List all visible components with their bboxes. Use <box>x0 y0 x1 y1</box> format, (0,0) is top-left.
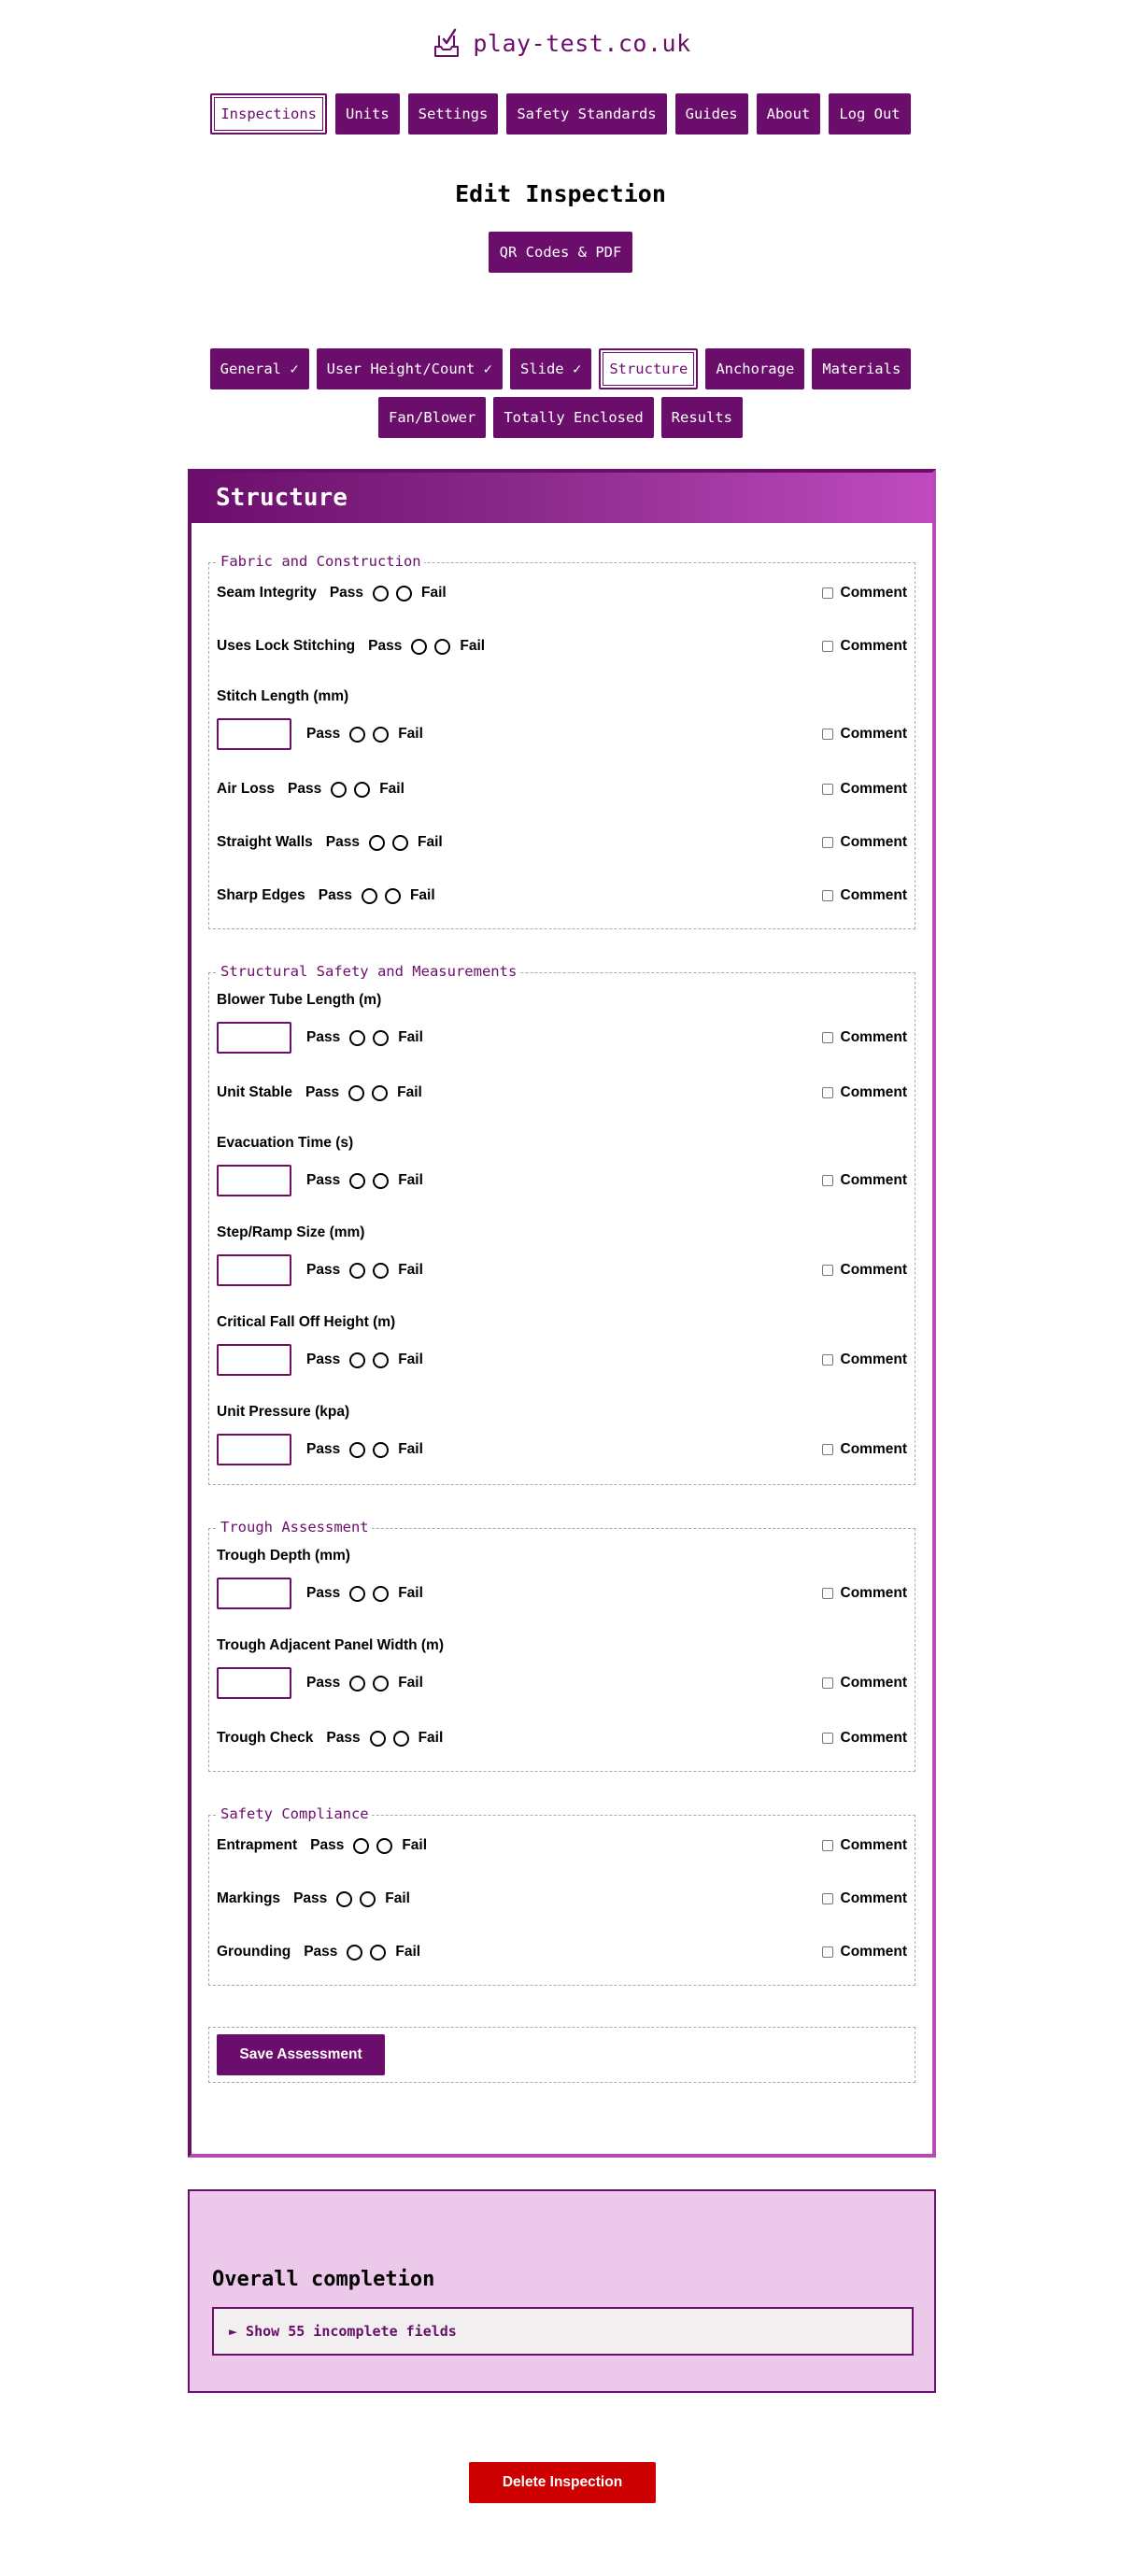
field-row-uses-lock-stitching <box>217 635 907 658</box>
field-row-unit-pressure-kpa <box>217 1433 907 1466</box>
field-row-grounding <box>217 1941 907 1963</box>
pass-label: Pass <box>306 1585 341 1601</box>
comment-toggle[interactable] <box>822 781 907 798</box>
fail-label: Fail <box>395 1944 421 1960</box>
field-label: Markings <box>217 1890 281 1906</box>
site-header <box>0 26 1121 60</box>
pass-fail-group <box>310 1837 427 1854</box>
pass-label: Pass <box>306 1029 341 1045</box>
pass-label: Pass <box>368 638 403 654</box>
trough-adjacent-panel-width-m-comment-checkbox[interactable] <box>822 1677 833 1689</box>
nav-inspections[interactable]: Inspections <box>210 93 327 134</box>
field-label: Trough Adjacent Panel Width (m) <box>217 1637 444 1653</box>
fail-label: Fail <box>418 1730 444 1746</box>
comment-label: Comment <box>840 1084 907 1100</box>
air-loss-fail-radio[interactable] <box>354 782 370 798</box>
fieldset-legend: Trough Assessment <box>218 1519 372 1536</box>
clipboard-check-icon[interactable] <box>430 26 463 60</box>
fail-label: Fail <box>398 726 423 742</box>
field-row-seam-integrity <box>217 582 907 604</box>
nav-about[interactable]: About <box>757 93 821 134</box>
pass-fail-group <box>306 1352 423 1368</box>
stitch-length-mm-fail-radio[interactable] <box>373 727 389 743</box>
straight-walls-comment-checkbox[interactable] <box>822 837 833 848</box>
critical-fall-off-height-m-pass-radio[interactable] <box>349 1352 365 1368</box>
comment-label: Comment <box>840 1837 907 1853</box>
nav-safety-standards[interactable]: Safety Standards <box>506 93 666 134</box>
evacuation-time-s-pass-radio[interactable] <box>349 1173 365 1189</box>
fail-label: Fail <box>417 834 443 850</box>
pass-fail-group <box>305 1084 422 1101</box>
blower-tube-length-m-pass-radio[interactable] <box>349 1030 365 1046</box>
stitch-length-mm-input[interactable] <box>217 718 291 750</box>
pass-fail-group <box>326 1730 443 1747</box>
fail-label: Fail <box>397 1084 422 1100</box>
fail-label: Fail <box>409 887 435 903</box>
trough-adjacent-panel-width-m-pass-radio[interactable] <box>349 1676 365 1691</box>
step-ramp-size-mm-input[interactable] <box>217 1254 291 1286</box>
seam-integrity-pass-radio[interactable] <box>373 586 389 602</box>
comment-label: Comment <box>840 1172 907 1188</box>
sharp-edges-fail-radio[interactable] <box>385 888 401 904</box>
field-label: Trough Check <box>217 1730 314 1746</box>
unit-stable-pass-radio[interactable] <box>348 1085 364 1101</box>
uses-lock-stitching-comment-checkbox[interactable] <box>822 641 833 652</box>
unit-pressure-kpa-input[interactable] <box>217 1434 291 1465</box>
nav-guides[interactable]: Guides <box>675 93 748 134</box>
unit-pressure-kpa-pass-radio[interactable] <box>349 1442 365 1458</box>
trough-check-comment-checkbox[interactable] <box>822 1733 833 1744</box>
evacuation-time-s-fail-radio[interactable] <box>373 1173 389 1189</box>
fail-label: Fail <box>385 1890 410 1906</box>
field-row-blower-tube-length-m <box>217 1021 907 1054</box>
pass-label: Pass <box>304 1944 338 1960</box>
field-label: Air Loss <box>217 781 276 797</box>
comment-toggle[interactable] <box>822 1890 907 1907</box>
blower-tube-length-m-fail-radio[interactable] <box>373 1030 389 1046</box>
pass-fail-group <box>306 1029 423 1046</box>
tab-fan-blower[interactable]: Fan/Blower <box>378 397 486 438</box>
entrapment-pass-radio[interactable] <box>353 1838 369 1854</box>
unit-pressure-kpa-comment-checkbox[interactable] <box>822 1444 833 1455</box>
comment-label: Comment <box>840 1675 907 1691</box>
tab-user-height-count[interactable]: User Height/Count ✓ <box>317 348 503 389</box>
nav-settings[interactable]: Settings <box>408 93 499 134</box>
trough-depth-mm-fail-radio[interactable] <box>373 1586 389 1602</box>
evacuation-time-s-comment-checkbox[interactable] <box>822 1175 833 1186</box>
critical-fall-off-height-m-input[interactable] <box>217 1344 291 1376</box>
comment-label: Comment <box>840 834 907 850</box>
comment-toggle[interactable] <box>822 1352 907 1368</box>
sharp-edges-pass-radio[interactable] <box>362 888 377 904</box>
stitch-length-mm-pass-radio[interactable] <box>349 727 365 743</box>
pass-label: Pass <box>326 1730 361 1746</box>
comment-label: Comment <box>840 1441 907 1457</box>
straight-walls-pass-radio[interactable] <box>369 835 385 851</box>
comment-toggle[interactable] <box>822 887 907 904</box>
comment-toggle[interactable] <box>822 1675 907 1691</box>
fail-label: Fail <box>398 1262 423 1278</box>
field-row-evacuation-time-s <box>217 1164 907 1197</box>
field-label: Step/Ramp Size (mm) <box>217 1224 365 1240</box>
comment-toggle[interactable] <box>822 1837 907 1854</box>
fail-label: Fail <box>398 1585 423 1601</box>
step-ramp-size-mm-pass-radio[interactable] <box>349 1263 365 1279</box>
unit-pressure-kpa-fail-radio[interactable] <box>373 1442 389 1458</box>
field-row-stitch-length-mm <box>217 717 907 751</box>
pass-fail-group <box>326 834 443 851</box>
field-row-sharp-edges <box>217 885 907 907</box>
blower-tube-length-m-input[interactable] <box>217 1022 291 1054</box>
tab-totally-enclosed[interactable]: Totally Enclosed <box>493 397 653 438</box>
fieldset-fabric-and-construction <box>208 553 915 929</box>
field-label: Straight Walls <box>217 834 313 850</box>
trough-check-pass-radio[interactable] <box>370 1731 386 1747</box>
tab-structure[interactable]: Structure <box>599 348 698 389</box>
pass-fail-group <box>306 1441 423 1458</box>
pass-fail-group <box>368 638 485 655</box>
comment-label: Comment <box>840 887 907 903</box>
fieldset-structural-safety-and-measurements <box>208 963 915 1485</box>
pass-label: Pass <box>318 887 352 903</box>
pass-label: Pass <box>306 1675 341 1691</box>
pass-label: Pass <box>306 1262 341 1278</box>
pass-fail-group <box>306 1585 423 1602</box>
comment-toggle[interactable] <box>822 1029 907 1046</box>
field-label: Critical Fall Off Height (m) <box>217 1314 396 1330</box>
step-ramp-size-mm-comment-checkbox[interactable] <box>822 1265 833 1276</box>
comment-label: Comment <box>840 1029 907 1045</box>
blower-tube-length-m-comment-checkbox[interactable] <box>822 1032 833 1043</box>
field-label: Evacuation Time (s) <box>217 1135 354 1151</box>
trough-depth-mm-pass-radio[interactable] <box>349 1586 365 1602</box>
trough-adjacent-panel-width-m-fail-radio[interactable] <box>373 1676 389 1691</box>
comment-label: Comment <box>840 1262 907 1278</box>
trough-depth-mm-comment-checkbox[interactable] <box>822 1588 833 1599</box>
fail-label: Fail <box>421 585 447 601</box>
comment-label: Comment <box>840 1730 907 1746</box>
form-title: Structure <box>192 473 932 523</box>
comment-toggle[interactable] <box>822 585 907 602</box>
fieldset-legend: Fabric and Construction <box>218 553 424 570</box>
field-row-trough-adjacent-panel-width-m <box>217 1666 907 1700</box>
fail-label: Fail <box>398 1172 423 1188</box>
field-label: Unit Stable <box>217 1084 292 1100</box>
trough-check-fail-radio[interactable] <box>393 1731 409 1747</box>
comment-label: Comment <box>840 781 907 797</box>
pass-label: Pass <box>329 585 364 601</box>
fieldset-safety-compliance <box>208 1805 915 1986</box>
qr-codes-pdf-button[interactable]: QR Codes & PDF <box>489 232 632 273</box>
pass-fail-group <box>306 726 423 743</box>
save-section <box>208 2027 915 2083</box>
fail-label: Fail <box>398 1441 423 1457</box>
pass-label: Pass <box>325 834 360 850</box>
tab-bar <box>0 348 1121 389</box>
pass-fail-group <box>304 1944 420 1960</box>
field-label: Trough Depth (mm) <box>217 1548 350 1564</box>
pass-fail-group <box>293 1890 410 1907</box>
trough-depth-mm-input[interactable] <box>217 1578 291 1609</box>
pass-label: Pass <box>306 1352 341 1367</box>
air-loss-comment-checkbox[interactable] <box>822 784 833 795</box>
stitch-length-mm-comment-checkbox[interactable] <box>822 729 833 740</box>
tab-anchorage[interactable]: Anchorage <box>705 348 804 389</box>
completion-title: Overall completion <box>212 2268 435 2291</box>
grounding-pass-radio[interactable] <box>347 1945 362 1960</box>
field-row-air-loss <box>217 778 907 800</box>
comment-toggle[interactable] <box>822 1441 907 1458</box>
entrapment-comment-checkbox[interactable] <box>822 1840 833 1851</box>
main-nav <box>0 93 1121 134</box>
field-label: Uses Lock Stitching <box>217 638 356 654</box>
pass-label: Pass <box>293 1890 328 1906</box>
comment-label: Comment <box>840 1585 907 1601</box>
comment-toggle[interactable] <box>822 1585 907 1602</box>
field-label: Entrapment <box>217 1837 298 1853</box>
comment-label: Comment <box>840 1944 907 1960</box>
pass-fail-group <box>288 781 404 798</box>
pass-label: Pass <box>310 1837 345 1853</box>
comment-label: Comment <box>840 1890 907 1906</box>
nav-log-out[interactable]: Log Out <box>829 93 910 134</box>
air-loss-pass-radio[interactable] <box>331 782 347 798</box>
structure-form-card <box>188 469 936 2158</box>
comment-label: Comment <box>840 638 907 654</box>
fail-label: Fail <box>398 1029 423 1045</box>
tab-bar-row-2 <box>0 397 1121 438</box>
comment-label: Comment <box>840 585 907 601</box>
delete-inspection-button[interactable]: Delete Inspection <box>469 2462 656 2503</box>
pass-fail-group <box>306 1675 423 1691</box>
pass-fail-group <box>306 1172 423 1189</box>
tab-general[interactable]: General ✓ <box>210 348 309 389</box>
fail-label: Fail <box>398 1352 423 1367</box>
field-label: Unit Pressure (kpa) <box>217 1404 350 1420</box>
fieldset-trough-assessment <box>208 1519 915 1772</box>
uses-lock-stitching-fail-radio[interactable] <box>434 639 450 655</box>
trough-adjacent-panel-width-m-input[interactable] <box>217 1667 291 1699</box>
uses-lock-stitching-pass-radio[interactable] <box>411 639 427 655</box>
step-ramp-size-mm-fail-radio[interactable] <box>373 1263 389 1279</box>
unit-stable-fail-radio[interactable] <box>372 1085 388 1101</box>
unit-stable-comment-checkbox[interactable] <box>822 1087 833 1098</box>
evacuation-time-s-input[interactable] <box>217 1165 291 1196</box>
page-title: Edit Inspection <box>455 180 666 207</box>
markings-comment-checkbox[interactable] <box>822 1893 833 1904</box>
save-assessment-button[interactable]: Save Assessment <box>217 2034 385 2075</box>
comment-toggle[interactable] <box>822 1944 907 1960</box>
critical-fall-off-height-m-comment-checkbox[interactable] <box>822 1354 833 1366</box>
markings-pass-radio[interactable] <box>336 1891 352 1907</box>
field-label: Grounding <box>217 1944 291 1960</box>
pass-label: Pass <box>306 1441 341 1457</box>
tab-materials[interactable]: Materials <box>812 348 911 389</box>
comment-toggle[interactable] <box>822 1172 907 1189</box>
critical-fall-off-height-m-fail-radio[interactable] <box>373 1352 389 1368</box>
tab-slide[interactable]: Slide ✓ <box>510 348 591 389</box>
pass-label: Pass <box>306 1172 341 1188</box>
pass-label: Pass <box>305 1084 340 1100</box>
pass-label: Pass <box>288 781 322 797</box>
nav-units[interactable]: Units <box>335 93 400 134</box>
straight-walls-fail-radio[interactable] <box>392 835 408 851</box>
fail-label: Fail <box>402 1837 428 1853</box>
pass-fail-group <box>306 1262 423 1279</box>
field-label: Blower Tube Length (m) <box>217 992 382 1008</box>
comment-toggle[interactable] <box>822 726 907 743</box>
comment-toggle[interactable] <box>822 1730 907 1747</box>
sharp-edges-comment-checkbox[interactable] <box>822 890 833 901</box>
field-row-straight-walls <box>217 831 907 854</box>
grounding-fail-radio[interactable] <box>370 1945 386 1960</box>
overall-completion-panel <box>188 2189 936 2393</box>
entrapment-fail-radio[interactable] <box>376 1838 392 1854</box>
field-row-critical-fall-off-height-m <box>217 1343 907 1377</box>
pass-fail-group <box>330 585 447 602</box>
comment-toggle[interactable] <box>822 1084 907 1101</box>
comment-label: Comment <box>840 726 907 742</box>
pass-label: Pass <box>306 726 341 742</box>
fail-label: Fail <box>398 1675 423 1691</box>
grounding-comment-checkbox[interactable] <box>822 1946 833 1958</box>
field-label: Stitch Length (mm) <box>217 688 349 704</box>
comment-label: Comment <box>840 1352 907 1367</box>
tab-results[interactable]: Results <box>661 397 743 438</box>
fieldset-legend: Safety Compliance <box>218 1805 372 1822</box>
comment-toggle[interactable] <box>822 638 907 655</box>
fieldset-legend: Structural Safety and Measurements <box>218 963 519 980</box>
field-row-entrapment <box>217 1834 907 1857</box>
field-row-trough-check <box>217 1727 907 1749</box>
seam-integrity-fail-radio[interactable] <box>396 586 412 602</box>
field-row-markings <box>217 1888 907 1910</box>
incomplete-fields-toggle[interactable]: ► Show 55 incomplete fields <box>212 2307 914 2356</box>
comment-toggle[interactable] <box>822 1262 907 1279</box>
field-label: Seam Integrity <box>217 585 317 601</box>
field-label: Sharp Edges <box>217 887 305 903</box>
markings-fail-radio[interactable] <box>360 1891 376 1907</box>
fail-label: Fail <box>460 638 486 654</box>
field-row-step-ramp-size-mm <box>217 1253 907 1287</box>
pass-fail-group <box>319 887 435 904</box>
seam-integrity-comment-checkbox[interactable] <box>822 587 833 599</box>
site-name[interactable]: play-test.co.uk <box>473 29 691 57</box>
field-row-trough-depth-mm <box>217 1577 907 1610</box>
comment-toggle[interactable] <box>822 834 907 851</box>
fail-label: Fail <box>379 781 404 797</box>
field-row-unit-stable <box>217 1082 907 1104</box>
